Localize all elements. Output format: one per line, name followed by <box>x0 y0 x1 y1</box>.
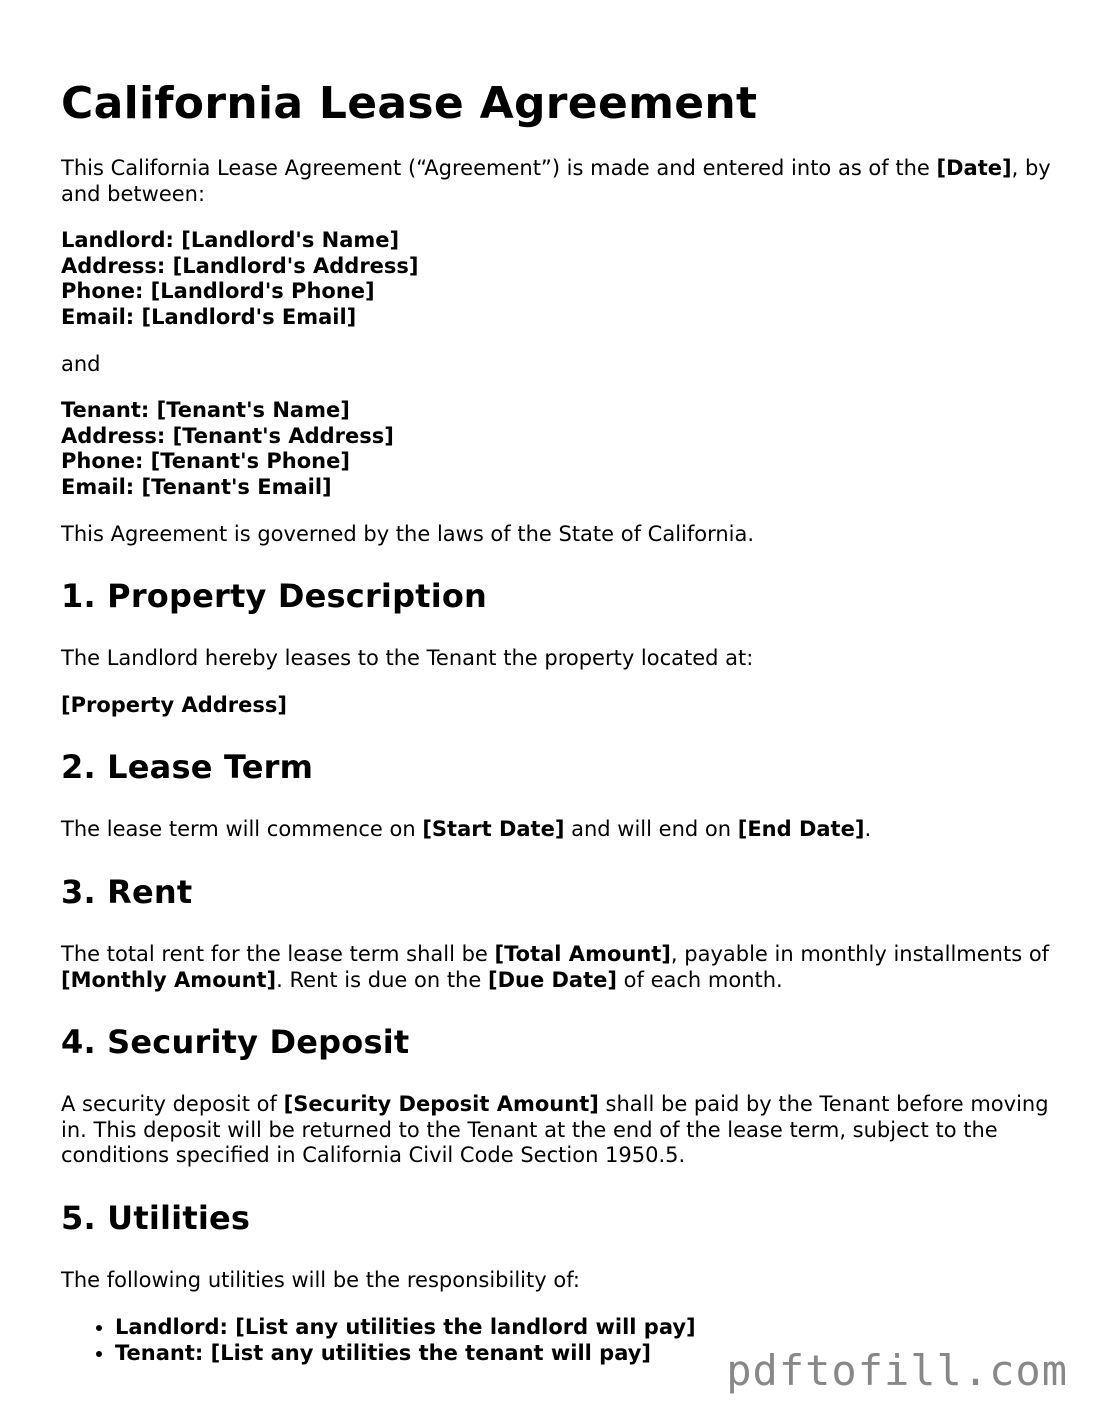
end-date-placeholder: [End Date] <box>737 817 865 842</box>
rent-text-1: The total rent for the lease term shall be <box>61 941 495 966</box>
property-address-placeholder: [Property Address] <box>61 692 287 717</box>
list-item-tenant-utilities: • Tenant: [List any utilities the tenant will pay] <box>115 1340 1051 1366</box>
deposit-paragraph <box>61 1092 1051 1169</box>
total-amount-placeholder: [Total Amount] <box>494 941 671 966</box>
rent-text-3: . Rent is due on the <box>276 967 488 992</box>
document-title: California Lease Agreement <box>61 78 758 129</box>
property-text: The Landlord hereby leases to the Tenant the property located at: <box>61 646 754 671</box>
date-placeholder: [Date] <box>936 156 1012 180</box>
intro-paragraph <box>61 156 1051 207</box>
section-heading-security-deposit: 4. Security Deposit <box>61 1023 410 1062</box>
section-heading-utilities: 5. Utilities <box>61 1198 251 1237</box>
governing-law-text: This Agreement is governed by the laws of the State of California. <box>61 521 755 546</box>
rent-text-2: , payable in monthly installments of <box>670 941 1050 966</box>
intro-text-before: This California Lease Agreement (“Agreement”) is made and entered into as of the <box>61 156 937 180</box>
list-item-landlord-utilities: • Landlord: [List any utilities the landlord will pay] <box>115 1314 1051 1340</box>
monthly-amount-placeholder: [Monthly Amount] <box>61 967 277 992</box>
lease-term-paragraph <box>61 817 1051 843</box>
lease-term-text-2: and will end on <box>564 817 738 842</box>
tenant-email-line: Email: [Tenant's Email] <box>61 474 332 499</box>
utilities-text: The following utilities will be the responsibility of: <box>61 1267 580 1292</box>
tenant-name-line: Tenant: [Tenant's Name] <box>61 398 350 423</box>
lease-document <box>61 78 1051 1366</box>
landlord-phone-line: Phone: [Landlord's Phone] <box>61 279 375 304</box>
deposit-text-2: shall be paid by the Tenant before moving in. This deposit will be returned to the Tenant at the end of the lease term, subject to the conditions specified in California Civil Code Section 1950.5. <box>61 1092 1049 1168</box>
section-heading-lease-term: 2. Lease Term <box>61 748 314 787</box>
rent-paragraph <box>61 942 1051 993</box>
deposit-text-1: A security deposit of <box>61 1092 284 1117</box>
watermark: pdftofill.com <box>726 1346 1068 1395</box>
landlord-info <box>61 228 1051 330</box>
landlord-email-line: Email: [Landlord's Email] <box>61 304 357 329</box>
and-text: and <box>61 351 101 376</box>
section-heading-rent: 3. Rent <box>61 872 193 911</box>
deposit-amount-placeholder: [Security Deposit Amount] <box>283 1092 599 1117</box>
lease-term-text-1: The lease term will commence on <box>61 817 423 842</box>
rent-text-4: of each month. <box>616 967 783 992</box>
lease-term-text-3: . <box>864 817 872 842</box>
start-date-placeholder: [Start Date] <box>422 817 565 842</box>
tenant-phone-line: Phone: [Tenant's Phone] <box>61 449 350 474</box>
due-date-placeholder: [Due Date] <box>487 967 617 992</box>
intro-text-after: , by and between: <box>61 156 1051 206</box>
tenant-address-line: Address: [Tenant's Address] <box>61 423 394 448</box>
tenant-info <box>61 398 1051 500</box>
section-heading-property: 1. Property Description <box>61 577 488 616</box>
landlord-address-line: Address: [Landlord's Address] <box>61 253 419 278</box>
landlord-name-line: Landlord: [Landlord's Name] <box>61 228 400 253</box>
